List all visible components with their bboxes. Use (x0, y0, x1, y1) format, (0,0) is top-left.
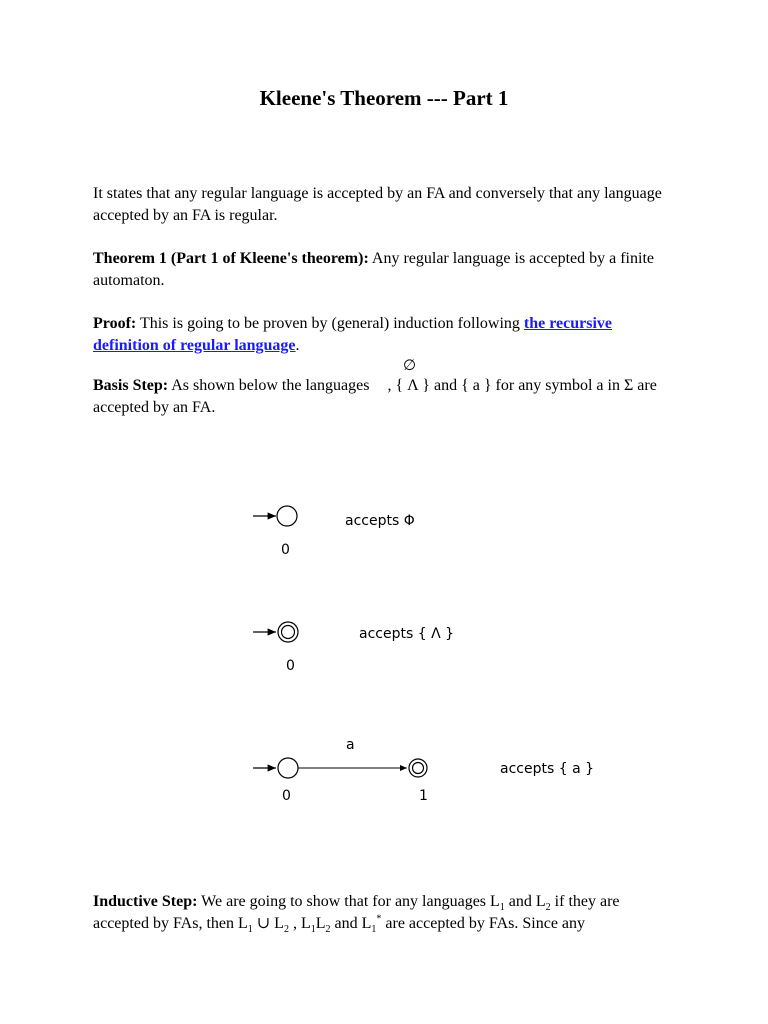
state-label: 0 (286, 658, 295, 674)
inductive-text: L (315, 915, 326, 932)
accepts-label: accepts Φ (345, 513, 415, 529)
theorem-label: Theorem 1 (Part 1 of Kleene's theorem): (93, 250, 369, 267)
diagram-empty-language (253, 506, 415, 558)
accepting-state-inner (413, 763, 424, 774)
inductive-text: are accepted by FAs. Since any (381, 915, 586, 932)
state-circle (277, 506, 297, 526)
subscript: 1 (310, 924, 316, 936)
state-label-to: 1 (419, 788, 428, 804)
subscript: 1 (371, 924, 377, 936)
subscript: 1 (499, 902, 505, 914)
diagram-symbol-language (253, 737, 594, 804)
accepting-state-inner (282, 626, 295, 639)
basis-label: Basis Step: (93, 377, 169, 394)
state-circle (278, 758, 298, 778)
subscript: 1 (247, 924, 253, 936)
accepts-label: accepts { Λ } (359, 626, 454, 642)
inductive-text: ∪ L (252, 915, 284, 932)
inductive-paragraph (93, 891, 673, 935)
diagram-lambda-language (253, 622, 454, 674)
inductive-text: , L (288, 915, 311, 932)
inductive-text: if they are accepted by FAs, then L (93, 893, 620, 932)
recursive-definition-link[interactable]: the recursive definition of regular language (93, 315, 613, 354)
emptyset-symbol: ∅ (403, 356, 417, 374)
superscript: * (376, 913, 382, 925)
state-label-from: 0 (282, 788, 291, 804)
inductive-text: and L (504, 893, 546, 910)
accepts-label: accepts { a } (500, 761, 595, 777)
subscript: 2 (283, 924, 289, 936)
page-title: Kleene's Theorem --- Part 1 (259, 86, 509, 110)
proof-label: Proof: (93, 315, 137, 332)
proof-text: This is going to be proven by (general) induction following (136, 315, 524, 332)
subscript: 2 (325, 924, 331, 936)
transition-label: a (346, 737, 355, 753)
inductive-label: Inductive Step: (93, 893, 198, 910)
subscript: 2 (545, 902, 551, 914)
basis-text-2: , { Λ } and { a } for any symbol a in Σ are accepted by an FA. (93, 377, 657, 416)
state-label: 0 (281, 542, 290, 558)
inductive-text: and L (330, 915, 372, 932)
inductive-text: We are going to show that for any languages L (197, 893, 500, 910)
proof-end: . (295, 337, 300, 354)
theorem-text: Any regular language is accepted by a finite automaton. (93, 250, 654, 289)
intro-paragraph: It states that any regular language is accepted by an FA and conversely that any language accepted by an FA is regular. (93, 185, 662, 224)
basis-text-1: As shown below the languages (168, 377, 374, 394)
